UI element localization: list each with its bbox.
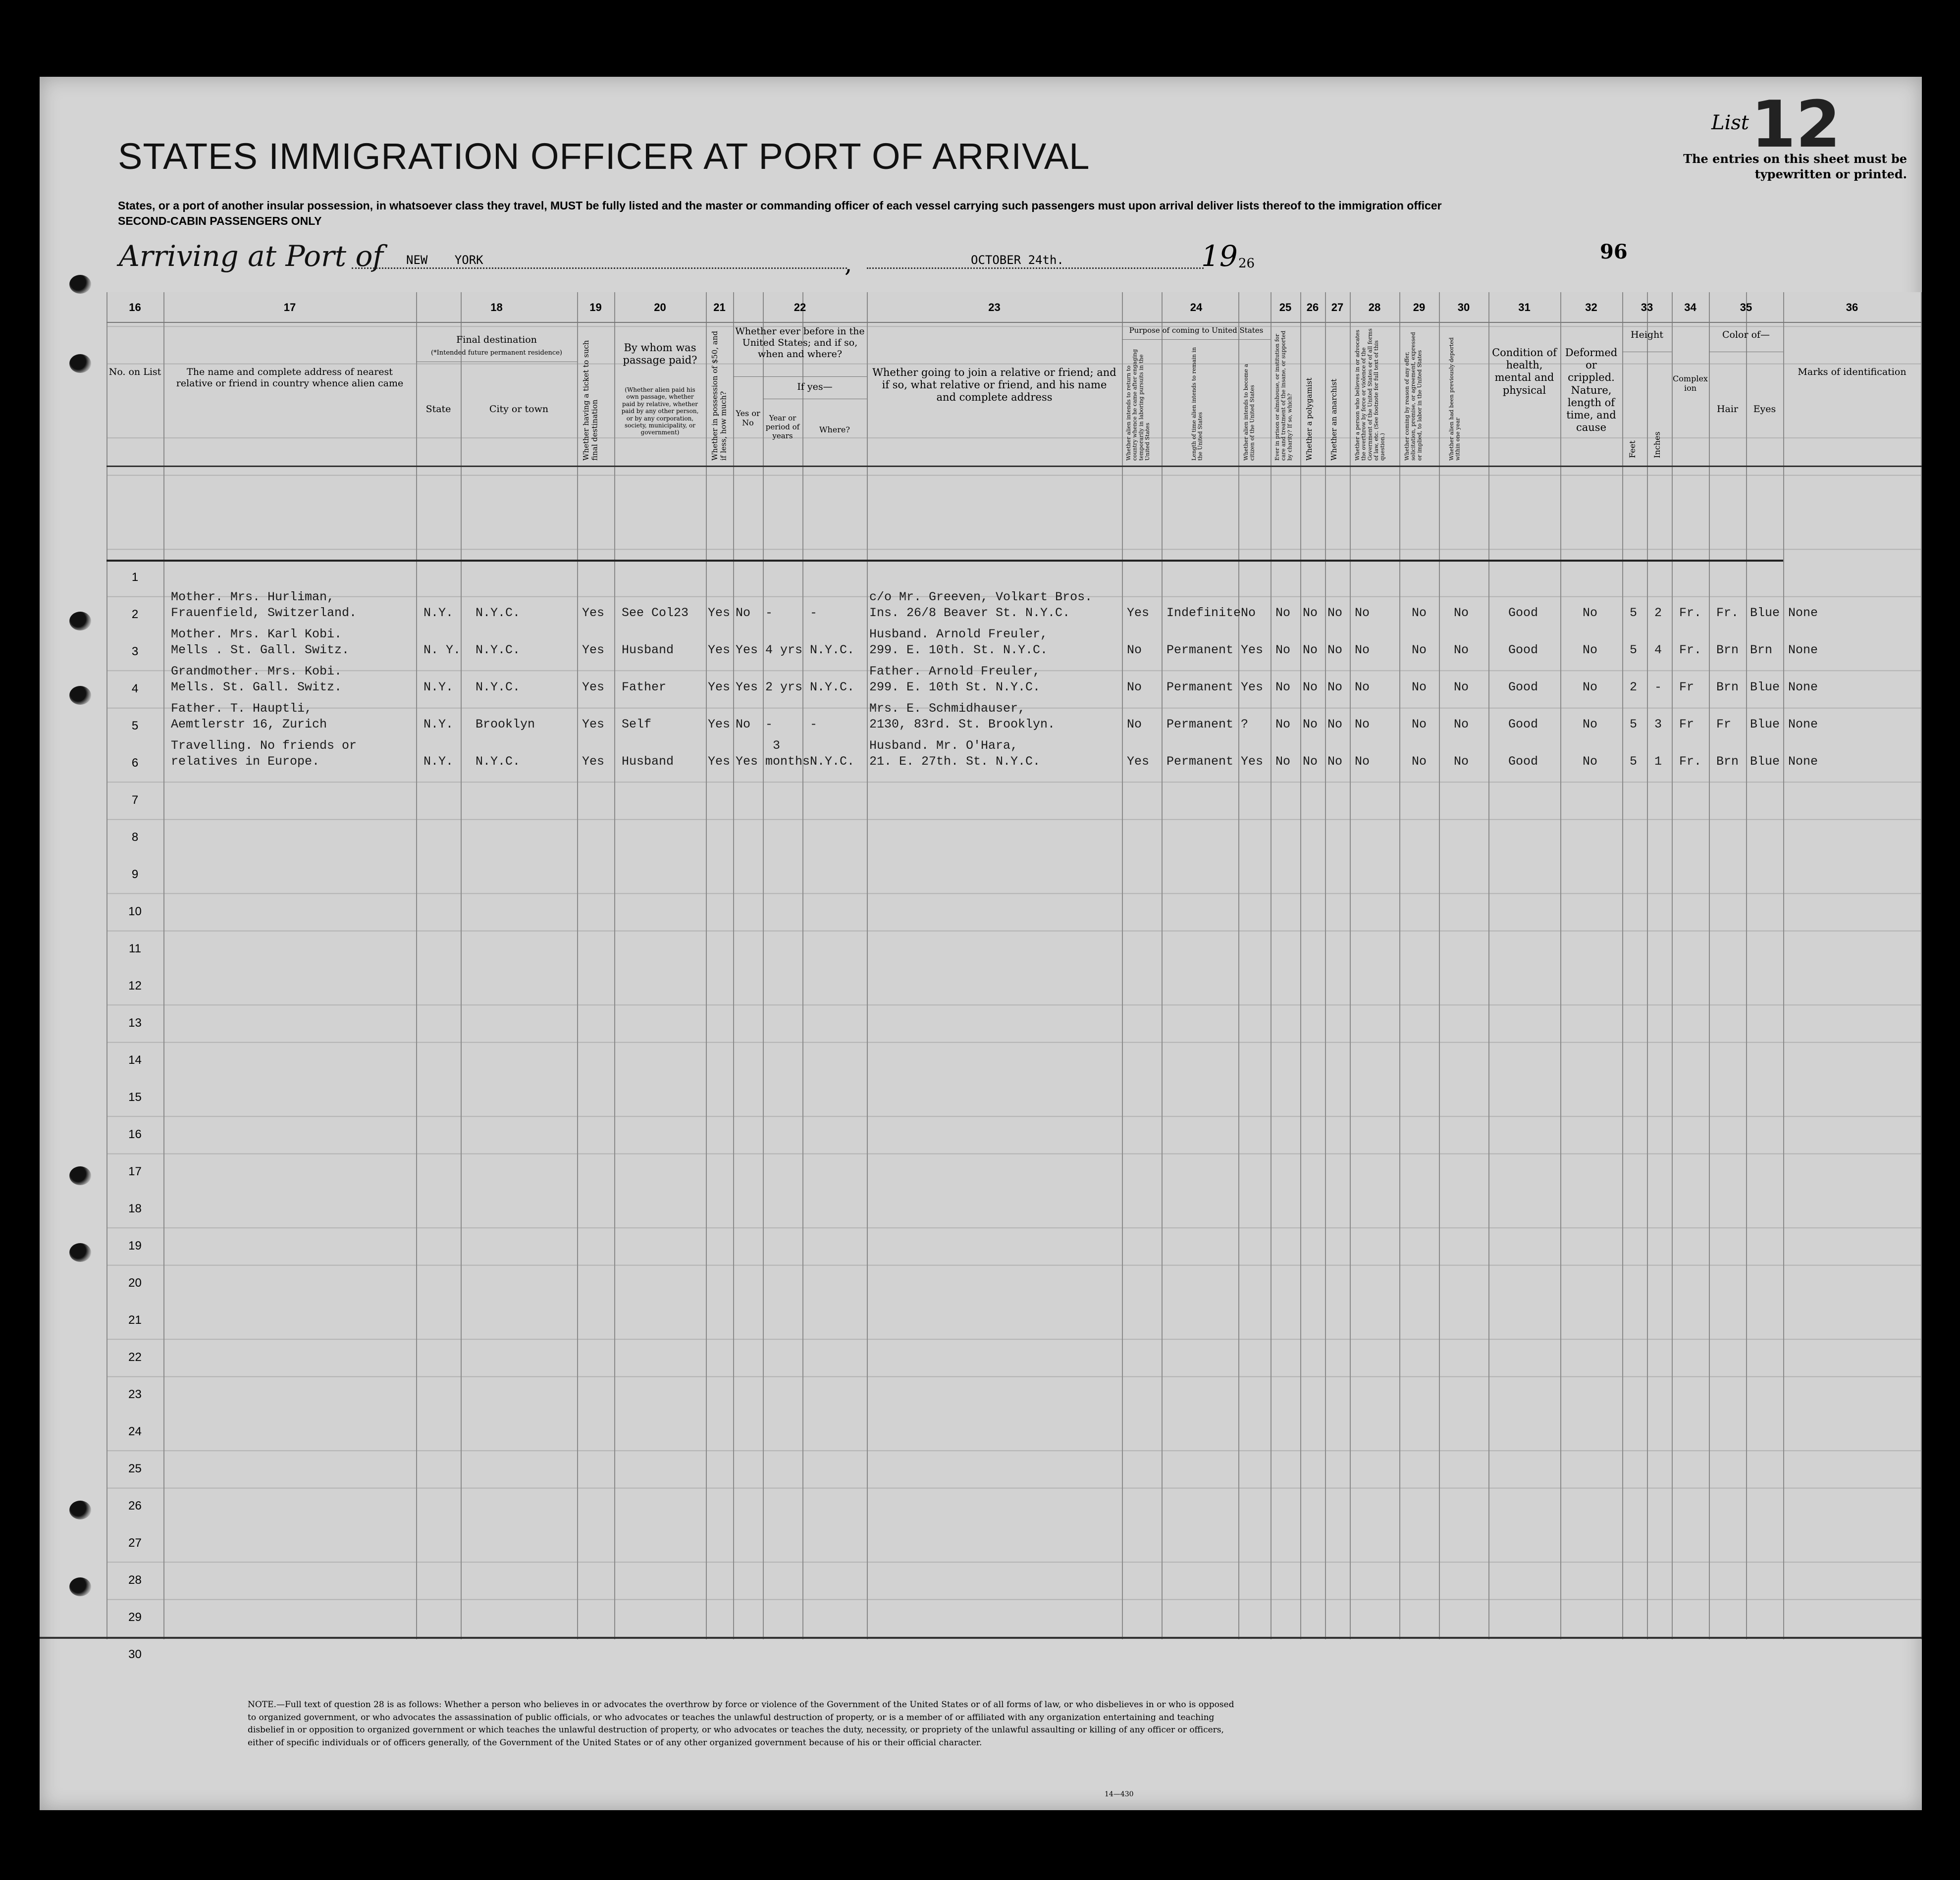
cell-inches: 3 [1654,717,1662,731]
binder-hole [69,275,91,294]
cell-join-l1: c/o Mr. Greeven, Volkart Bros. [869,590,1093,604]
colnum-19: 19 [589,301,602,313]
colnum-36: 36 [1846,301,1858,313]
header-color-of: Color of— [1722,329,1770,340]
cell-paid-by: Father [622,680,667,694]
header-before-yes-no: Yes or No [736,409,760,428]
cell-hair: Brn [1716,754,1739,769]
binder-hole [69,1577,91,1596]
cell-deformed: No [1583,606,1598,620]
cell-paid-by: Self [622,717,652,731]
cell-city: N.Y.C. [476,606,521,620]
header-where: Where? [819,425,850,434]
row-number: 27 [128,1536,142,1550]
row-number: 8 [131,831,139,844]
cell-deformed: No [1583,643,1598,657]
cell-deported: No [1454,754,1469,769]
header-inches: Inches [1652,431,1662,458]
cell-eyes: Blue [1750,754,1780,769]
cell-return: No [1127,680,1142,694]
cell-anarch: No [1327,643,1343,657]
cell-join-l2: 2130, 83rd. St. Brooklyn. [869,717,1056,731]
cell-poly: No [1303,717,1318,731]
header-city: City or town [489,404,549,415]
row-number: 23 [128,1388,142,1401]
cell-poly: No [1303,754,1318,769]
cell-length: Indefinite [1166,606,1241,620]
cell-overthrow: No [1355,643,1370,657]
header-intends-citizen: Whether alien intends to become a citizen of the United States [1243,364,1256,461]
cell-state: N.Y. [424,680,454,694]
cell-fifty: Yes [708,606,731,620]
colnum-26: 26 [1306,301,1319,313]
header-passage-paid-sub: (Whether alien paid his own passage, whether paid by relative, whether paid by any other person, or by any corporation, society, municipality, or government) [621,386,699,436]
header-marks: Marks of identification [1798,366,1907,377]
cell-fifty: Yes [708,717,731,731]
row-number: 22 [128,1351,142,1364]
page-title: STATES IMMIGRATION OFFICER AT PORT OF ARRIVAL [118,136,1090,177]
cell-ticket: Yes [582,606,605,620]
binder-hole [69,612,91,630]
year-suffix: 26 [1238,256,1255,271]
cell-feet: 5 [1630,643,1638,657]
row-number: 6 [131,756,139,770]
list-note: The entries on this sheet must be typewritten or printed. [1683,152,1907,182]
cell-prison: No [1275,643,1291,657]
row-number: 24 [128,1425,142,1438]
row-number: 29 [128,1611,142,1624]
cell-paid-by: Husband [622,643,674,657]
colnum-33: 33 [1641,301,1653,313]
cell-join-l2: Ins. 26/8 Beaver St. N.Y.C. [869,606,1070,620]
cell-ticket: Yes [582,717,605,731]
header-passage-paid: By whom was passage paid? [623,342,697,366]
colnum-32: 32 [1585,301,1597,313]
header-no-on-list: No. on List [108,366,161,377]
cell-deported: No [1454,606,1469,620]
cell-anarch: No [1327,717,1343,731]
cell-join-l1: Husband. Arnold Freuler, [869,627,1048,641]
row-number: 21 [128,1313,142,1327]
binder-hole [69,1243,91,1262]
cell-marks: None [1788,680,1818,694]
cell-inches: - [1654,680,1662,694]
cell-fifty: Yes [708,643,731,657]
cell-health: Good [1508,643,1538,657]
page-subtitle [118,198,1604,229]
cell-join-l1: Father. Arnold Freuler, [869,664,1041,679]
cell-complexion: Fr [1679,717,1695,731]
cell-city: N.Y.C. [476,680,521,694]
cell-join-l2: 299. E. 10th. St. N.Y.C. [869,643,1048,657]
row-number: 17 [128,1165,142,1178]
row-number: 30 [128,1648,142,1661]
cell-complexion: Fr. [1679,643,1702,657]
row-number: 20 [128,1276,142,1290]
cell-hair: Fr. [1716,606,1739,620]
cell-marks: None [1788,643,1818,657]
cell-where: N.Y.C. [810,754,855,769]
date-underline [867,267,1204,269]
binder-hole [69,1501,91,1519]
list-number: 12 [1751,87,1841,162]
colnum-27: 27 [1331,301,1344,313]
cell-deformed: No [1583,717,1598,731]
header-state: State [425,404,451,415]
header-labor-offer: Whether coming by reason of any offer, solicitation, promise, or agreement, expressed or implied, to labor in the United States [1404,332,1423,461]
cell-before: Yes [736,643,758,657]
cell-where: N.Y.C. [810,680,855,694]
row-number: 25 [128,1462,142,1475]
cell-prison: No [1275,717,1291,731]
port-underline [352,267,847,269]
header-before-in-us: Whether ever before in the United States; and if so, when and where? [735,326,865,360]
colnum-20: 20 [654,301,666,313]
cell-poly: No [1303,643,1318,657]
cell-anarch: No [1327,680,1343,694]
cell-overthrow: No [1355,680,1370,694]
cell-feet: 2 [1630,680,1638,694]
cell-where: - [810,717,818,731]
header-final-destination: Final destination [456,334,537,345]
cell-state: N. Y. [424,643,461,657]
cell-health: Good [1508,717,1538,731]
header-ticket: Whether having a ticket to such final destination [582,340,599,461]
cell-relative-l2: relatives in Europe. [171,754,320,769]
cell-eyes: Blue [1750,717,1780,731]
cell-relative-l1: Mother. Mrs. Karl Kobi. [171,627,342,641]
colnum-16: 16 [129,301,141,313]
header-health: Condition of health, mental and physical [1492,347,1557,396]
cell-citizen: Yes [1241,680,1264,694]
row-number: 26 [128,1499,142,1513]
cell-offer: No [1412,680,1427,694]
cell-year: months [765,754,810,769]
cell-deported: No [1454,643,1469,657]
cell-eyes: Brn [1750,643,1773,657]
row-number: 13 [128,1016,142,1030]
cell-relative-l1: Mother. Mrs. Hurliman, [171,590,335,604]
row-number: 15 [128,1091,142,1104]
cell-relative-l2: Mells . St. Gall. Switz. [171,643,350,657]
cell-deported: No [1454,680,1469,694]
binder-hole [69,1166,91,1185]
header-year-period: Year or period of years [765,414,800,440]
port-value: NEW YORK [406,253,483,267]
cell-year: 2 yrs [765,680,803,694]
cell-join-l1: Mrs. E. Schmidhauser, [869,701,1026,716]
cell-health: Good [1508,680,1538,694]
cell-year: - [765,717,773,731]
date-value: OCTOBER 24th. [971,253,1064,267]
cell-citizen: ? [1241,717,1249,731]
header-final-destination-sub: (*Intended future permanent residence) [431,349,562,357]
cell-city: N.Y.C. [476,643,521,657]
cell-hair: Brn [1716,643,1739,657]
row-number: 4 [131,682,139,695]
row-number: 3 [131,645,139,658]
cell-before: Yes [736,680,758,694]
cell-offer: No [1412,643,1427,657]
cell-eyes: Blue [1750,680,1780,694]
cell-length: Permanent [1166,643,1234,657]
cell-fifty: Yes [708,680,731,694]
cell-paid-by: See Col23 [622,606,689,620]
header-intends-return: Whether alien intends to return to country whence he came after engaging temporarily in laboring pursuits in the United States [1125,349,1151,461]
cell-relative-l2: Aemtlerstr 16, Zurich [171,717,327,731]
colnum-29: 29 [1413,301,1426,313]
header-feet: Feet [1628,440,1637,458]
header-deformed: Deformed or crippled. Nature, length of time, and cause [1565,347,1618,434]
cell-ticket: Yes [582,680,605,694]
cell-relative-l1: Grandmother. Mrs. Kobi. [171,664,342,679]
cell-health: Good [1508,754,1538,769]
cell-join-l2: 299. E. 10th St. N.Y.C. [869,680,1041,694]
row-number: 9 [131,868,139,881]
row-number: 11 [129,942,141,955]
header-complexion: Complexion [1673,374,1708,393]
cell-state: N.Y. [424,606,454,620]
cell-complexion: Fr. [1679,754,1702,769]
cell-before: Yes [736,754,758,769]
header-prison: Ever in prison or almshouse, or institution for care and treatment of the insane, or supported by charity? If so, which? [1274,330,1293,461]
cell-complexion: Fr. [1679,606,1702,620]
row-number: 16 [128,1128,142,1141]
row-number: 12 [128,979,142,992]
colnum-25: 25 [1279,301,1292,313]
cell-city: Brooklyn [476,717,535,731]
header-if-yes: If yes— [797,381,833,392]
cell-eyes: Blue [1750,606,1780,620]
cell-ticket: Yes [582,754,605,769]
colnum-28: 28 [1368,301,1381,313]
year-prefix: 19 [1201,239,1238,273]
cell-marks: None [1788,606,1818,620]
colnum-18: 18 [490,301,503,313]
cell-prison: No [1275,754,1291,769]
row-number: 7 [131,793,139,807]
colnum-31: 31 [1518,301,1531,313]
cell-relative-l2: Mells. St. Gall. Switz. [171,680,342,694]
cell-paid-by: Husband [622,754,674,769]
comma-separator: , [845,250,852,278]
subtitle-line-2: SECOND-CABIN PASSENGERS ONLY [118,214,322,228]
row-number: 10 [128,905,142,918]
header-hair: Hair [1716,404,1739,415]
cell-deformed: No [1583,680,1598,694]
header-overthrow: Whether a person who believes in or advocates the overthrow by force or violence of the Government of the United States or of all forms of law, etc. (See footnote for full text of this question.) [1354,328,1386,461]
colnum-17: 17 [283,301,296,313]
cell-deformed: No [1583,754,1598,769]
row-number: 19 [128,1239,142,1253]
page-number: 96 [1600,240,1628,263]
form-number: 14—430 [1105,1790,1134,1798]
cell-offer: No [1412,606,1427,620]
cell-citizen: Yes [1241,643,1264,657]
colnum-22: 22 [794,301,806,313]
cell-length: Permanent [1166,717,1234,731]
row-number: 2 [131,608,139,621]
cell-marks: None [1788,754,1818,769]
cell-inches: 1 [1654,754,1662,769]
cell-poly: No [1303,606,1318,620]
cell-deported: No [1454,717,1469,731]
subtitle-line-1: States, or a port of another insular possession, in whatsoever class they travel, MUST be fully listed and the master or commanding officer of each vessel carrying such passengers must upon arrival deliver lists thereof to the immigration officer [118,199,1442,212]
cell-length: Permanent [1166,680,1234,694]
manifest-sheet [40,77,1922,1810]
cell-marks: None [1788,717,1818,731]
colnum-21: 21 [713,301,726,313]
cell-offer: No [1412,754,1427,769]
colnum-24: 24 [1190,301,1203,313]
cell-where: - [810,606,818,620]
header-anarchist: Whether an anarchist [1329,378,1338,461]
header-fifty-dollars: Whether in possession of $50, and if less, how much? [710,331,728,461]
list-label: List [1711,111,1749,134]
cell-year-l1: 3 [773,738,781,753]
cell-feet: 5 [1630,606,1638,620]
header-join-relative: Whether going to join a relative or friend; and if so, what relative or friend, and his name and complete address [872,366,1116,404]
cell-before: No [736,717,751,731]
cell-join-l1: Husband. Mr. O'Hara, [869,738,1018,753]
row-number: 18 [128,1202,142,1215]
cell-citizen: No [1241,606,1256,620]
header-deported: Whether alien had been previously deported within one year [1448,337,1461,461]
header-height: Height [1631,329,1663,340]
colnum-30: 30 [1457,301,1470,313]
header-polygamist: Whether a polygamist [1305,377,1314,461]
cell-before: No [736,606,751,620]
cell-state: N.Y. [424,754,454,769]
cell-inches: 2 [1654,606,1662,620]
cell-where: N.Y.C. [810,643,855,657]
binder-hole [69,354,91,373]
row-number: 5 [131,719,139,732]
cell-return: No [1127,717,1142,731]
header-eyes: Eyes [1753,404,1776,415]
cell-year: - [765,606,773,620]
cell-anarch: No [1327,754,1343,769]
row-number: 28 [128,1573,142,1587]
colnum-35: 35 [1740,301,1752,313]
cell-relative-l1: Father. T. Hauptli, [171,701,313,716]
colnum-23: 23 [988,301,1001,313]
arriving-label: Arriving at Port of [119,239,383,273]
cell-overthrow: No [1355,754,1370,769]
cell-relative-l2: Frauenfield, Switzerland. [171,606,357,620]
cell-return: No [1127,643,1142,657]
cell-join-l2: 21. E. 27th. St. N.Y.C. [869,754,1041,769]
cell-poly: No [1303,680,1318,694]
cell-length: Permanent [1166,754,1234,769]
cell-return: Yes [1127,606,1150,620]
cell-city: N.Y.C. [476,754,521,769]
row-number: 14 [128,1053,142,1067]
cell-prison: No [1275,680,1291,694]
header-length-stay: Length of time alien intends to remain in the United States [1191,347,1204,461]
cell-fifty: Yes [708,754,731,769]
header-relative: The name and complete address of nearest relative or friend in country whence alien came [176,366,404,389]
cell-hair: Brn [1716,680,1739,694]
header-purpose: Purpose of coming to United States [1129,326,1264,335]
cell-feet: 5 [1630,754,1638,769]
cell-anarch: No [1327,606,1343,620]
cell-state: N.Y. [424,717,454,731]
binder-hole [69,686,91,705]
footnote: NOTE.—Full text of question 28 is as follows: Whether a person who believes in or advocates the overthrow by force or violence of the Government of the United States or of all forms of law, or who disbelieves in or who is opposed to organized government, or who advocates the assassination of public officials, or who advocates or teaches the unlawful destruction of property, or is a member of or affiliated with any organization entertaining and teaching disbelief in or opposition to organized government or which teaches the unlawful destruction of property, or who advocates or teaches the duty, necessity, or propriety of the unlawful assaulting or killing of any officer or officers, either of specific individuals or of officers generally, of the Government of the United States or of any other organized government because of his or their official character. [248,1700,1234,1748]
cell-offer: No [1412,717,1427,731]
cell-hair: Fr [1716,717,1732,731]
cell-year: 4 yrs [765,643,803,657]
colnum-34: 34 [1684,301,1696,313]
cell-feet: 5 [1630,717,1638,731]
cell-relative-l1: Travelling. No friends or [171,738,357,753]
cell-return: Yes [1127,754,1150,769]
cell-overthrow: No [1355,606,1370,620]
cell-complexion: Fr [1679,680,1695,694]
cell-prison: No [1275,606,1291,620]
cell-health: Good [1508,606,1538,620]
cell-overthrow: No [1355,717,1370,731]
cell-citizen: Yes [1241,754,1264,769]
manifest-table [106,292,1922,1661]
row-number: 1 [131,571,139,584]
cell-inches: 4 [1654,643,1662,657]
cell-ticket: Yes [582,643,605,657]
